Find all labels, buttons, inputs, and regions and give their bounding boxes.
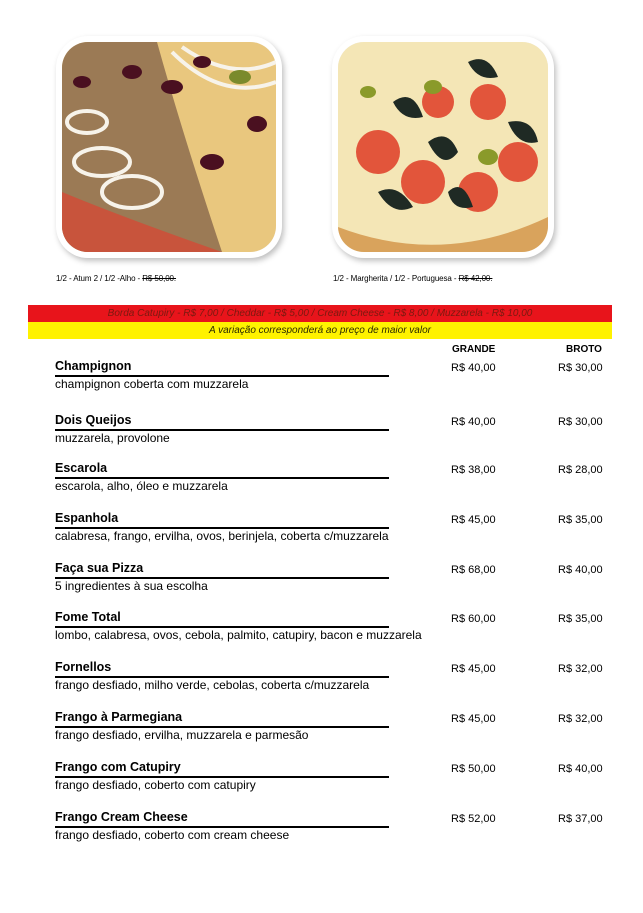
item-price-grande: R$ 52,00 xyxy=(451,813,496,825)
item-name: Escarola xyxy=(55,461,108,475)
menu-item xyxy=(55,810,615,850)
item-description: calabresa, frango, ervilha, ovos, berinjela, coberta c/muzzarela xyxy=(55,529,389,543)
menu-item xyxy=(55,610,615,650)
menu-item xyxy=(55,660,615,700)
item-name: Fome Total xyxy=(55,610,121,624)
item-price-grande: R$ 45,00 xyxy=(451,514,496,526)
item-name: Frango com Catupiry xyxy=(55,760,181,774)
pizza-margherita-portuguesa-image xyxy=(338,42,548,252)
item-name: Espanhola xyxy=(55,511,119,525)
menu-item xyxy=(55,461,615,501)
column-header-broto: BROTO xyxy=(566,344,602,355)
item-description: escarola, alho, óleo e muzzarela xyxy=(55,479,228,493)
menu-item xyxy=(55,561,615,601)
menu-item xyxy=(55,710,615,750)
item-price-broto: R$ 30,00 xyxy=(558,362,603,374)
menu-item xyxy=(55,359,615,399)
item-price-grande: R$ 38,00 xyxy=(451,464,496,476)
item-name: Dois Queijos xyxy=(55,413,132,427)
column-header-grande: GRANDE xyxy=(452,344,496,355)
item-price-grande: R$ 45,00 xyxy=(451,713,496,725)
pizza-atum-alho-image xyxy=(62,42,276,252)
menu-item xyxy=(55,511,615,551)
item-name: Frango à Parmegiana xyxy=(55,710,183,724)
pizza-photo-atum-alho xyxy=(62,42,276,252)
item-price-broto: R$ 35,00 xyxy=(558,514,603,526)
caption-left xyxy=(56,274,176,283)
item-price-broto: R$ 32,00 xyxy=(558,663,603,675)
caption-right-price: R$ 42,00. xyxy=(458,274,493,283)
item-price-broto: R$ 32,00 xyxy=(558,713,603,725)
caption-left-price: R$ 50,00. xyxy=(142,274,177,283)
item-price-grande: R$ 45,00 xyxy=(451,663,496,675)
item-price-grande: R$ 40,00 xyxy=(451,362,496,374)
item-price-grande: R$ 40,00 xyxy=(451,416,496,428)
item-description: frango desfiado, ervilha, muzzarela e parmesão xyxy=(55,728,309,742)
item-price-grande: R$ 50,00 xyxy=(451,763,496,775)
item-description: frango desfiado, coberto com catupiry xyxy=(55,778,256,792)
item-description: champignon coberta com muzzarela xyxy=(55,377,249,391)
price-variation-note: A variação corresponderá ao preço de maior valor xyxy=(28,322,612,339)
pizza-photo-margherita-portuguesa xyxy=(338,42,548,252)
item-price-broto: R$ 40,00 xyxy=(558,763,603,775)
item-price-broto: R$ 40,00 xyxy=(558,564,603,576)
item-name: Fornellos xyxy=(55,660,112,674)
caption-left-text: 1/2 - Atum 2 / 1/2 -Alho - xyxy=(56,274,143,283)
item-description: frango desfiado, milho verde, cebolas, coberta c/muzzarela xyxy=(55,678,370,692)
item-description: lombo, calabresa, ovos, cebola, palmito, catupiry, bacon e muzzarela xyxy=(55,628,422,642)
item-description: 5 ingredientes à sua escolha xyxy=(55,579,208,593)
item-price-broto: R$ 28,00 xyxy=(558,464,603,476)
menu-item xyxy=(55,760,615,800)
item-name: Champignon xyxy=(55,359,132,373)
item-name: Faça sua Pizza xyxy=(55,561,144,575)
menu-item xyxy=(55,413,615,453)
border-options-band: Borda Catupiry - R$ 7,00 / Cheddar - R$ 5,00 / Cream Cheese - R$ 8,00 / Muzzarela - R$ 10,00 xyxy=(28,305,612,322)
item-price-grande: R$ 68,00 xyxy=(451,564,496,576)
item-name: Frango Cream Cheese xyxy=(55,810,188,824)
item-price-grande: R$ 60,00 xyxy=(451,613,496,625)
item-description: muzzarela, provolone xyxy=(55,431,170,445)
caption-right-text: 1/2 - Margherita / 1/2 - Portuguesa - xyxy=(333,274,459,283)
item-price-broto: R$ 37,00 xyxy=(558,813,603,825)
item-description: frango desfiado, coberto com cream cheese xyxy=(55,828,290,842)
item-price-broto: R$ 30,00 xyxy=(558,416,603,428)
item-price-broto: R$ 35,00 xyxy=(558,613,603,625)
caption-right xyxy=(333,274,492,283)
